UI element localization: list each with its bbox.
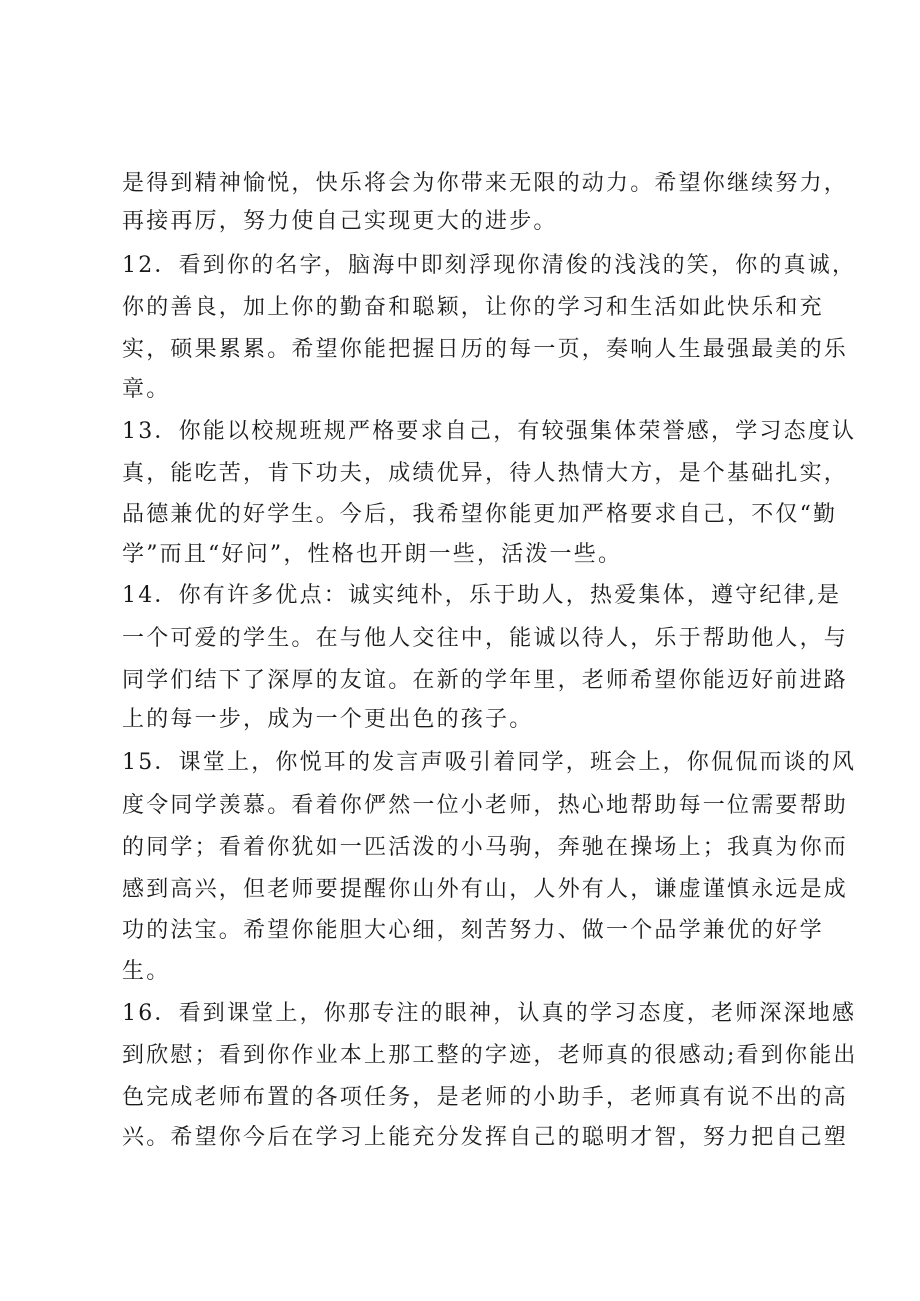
text-line: 色完成老师布置的各项任务，是老师的小助手，老师真有说不出的高: [122, 1085, 849, 1110]
text-line: 16．看到课堂上，你那专注的眼神，认真的学习态度，老师深深地感: [122, 1001, 857, 1026]
text-line: 兴。希望你今后在学习上能充分发挥自己的聪明才智，努力把自己塑: [122, 1125, 849, 1150]
text-line: 14．你有许多优点：诚实纯朴，乐于助人，热爱集体，遵守纪律,是: [122, 583, 842, 608]
text-line: 实，硕果累累。希望你能把握日历的每一页，奏响人生最强最美的乐: [122, 337, 849, 362]
text-line: 度令同学羡慕。看着你俨然一位小老师，热心地帮助每一位需要帮助: [122, 793, 849, 818]
text-line: 到欣慰；看到你作业本上那工整的字迹，老师真的很感动;看到你能出: [122, 1043, 858, 1068]
text-line: 是得到精神愉悦，快乐将会为你带来无限的动力。希望你继续努力，: [122, 171, 849, 196]
text-line: 一个可爱的学生。在与他人交往中，能诚以待人，乐于帮助他人，与: [122, 626, 849, 651]
text-line: 学”而且“好问”，性格也开朗一些，活泼一些。: [122, 542, 623, 567]
text-line: 真，能吃苦，肯下功夫，成绩优异，待人热情大方，是个基础扎实，: [122, 461, 849, 486]
text-line: 15．课堂上，你悦耳的发言声吸引着同学，班会上，你侃侃而谈的风: [122, 750, 857, 775]
text-line: 13．你能以校规班规严格要求自己，有较强集体荣誉感，学习态度认: [122, 419, 857, 444]
text-line: 再接再厉，努力使自己实现更大的进步。: [122, 209, 558, 234]
text-line: 感到高兴，但老师要提醒你山外有山，人外有人，谦虚谨慎永远是成: [122, 877, 849, 902]
text-line: 章。: [122, 377, 171, 402]
text-line: 功的法宝。希望你能胆大心细，刻苦努力、做一个品学兼优的好学: [122, 918, 824, 943]
text-line: 上的每一步，成为一个更出色的孩子。: [122, 707, 534, 732]
text-line: 品德兼优的好学生。今后，我希望你能更加严格要求自己，不仅“勤: [122, 502, 838, 527]
text-line: 的同学；看着你犹如一匹活泼的小马驹，奔驰在操场上；我真为你而: [122, 835, 849, 860]
text-line: 12．看到你的名字，脑海中即刻浮现你清俊的浅浅的笑，你的真诚，: [122, 253, 857, 278]
text-line: 同学们结下了深厚的友谊。在新的学年里，老师希望你能迈好前进路: [122, 668, 849, 693]
text-line: 生。: [122, 959, 171, 984]
text-line: 你的善良，加上你的勤奋和聪颖，让你的学习和生活如此快乐和充: [122, 295, 824, 320]
